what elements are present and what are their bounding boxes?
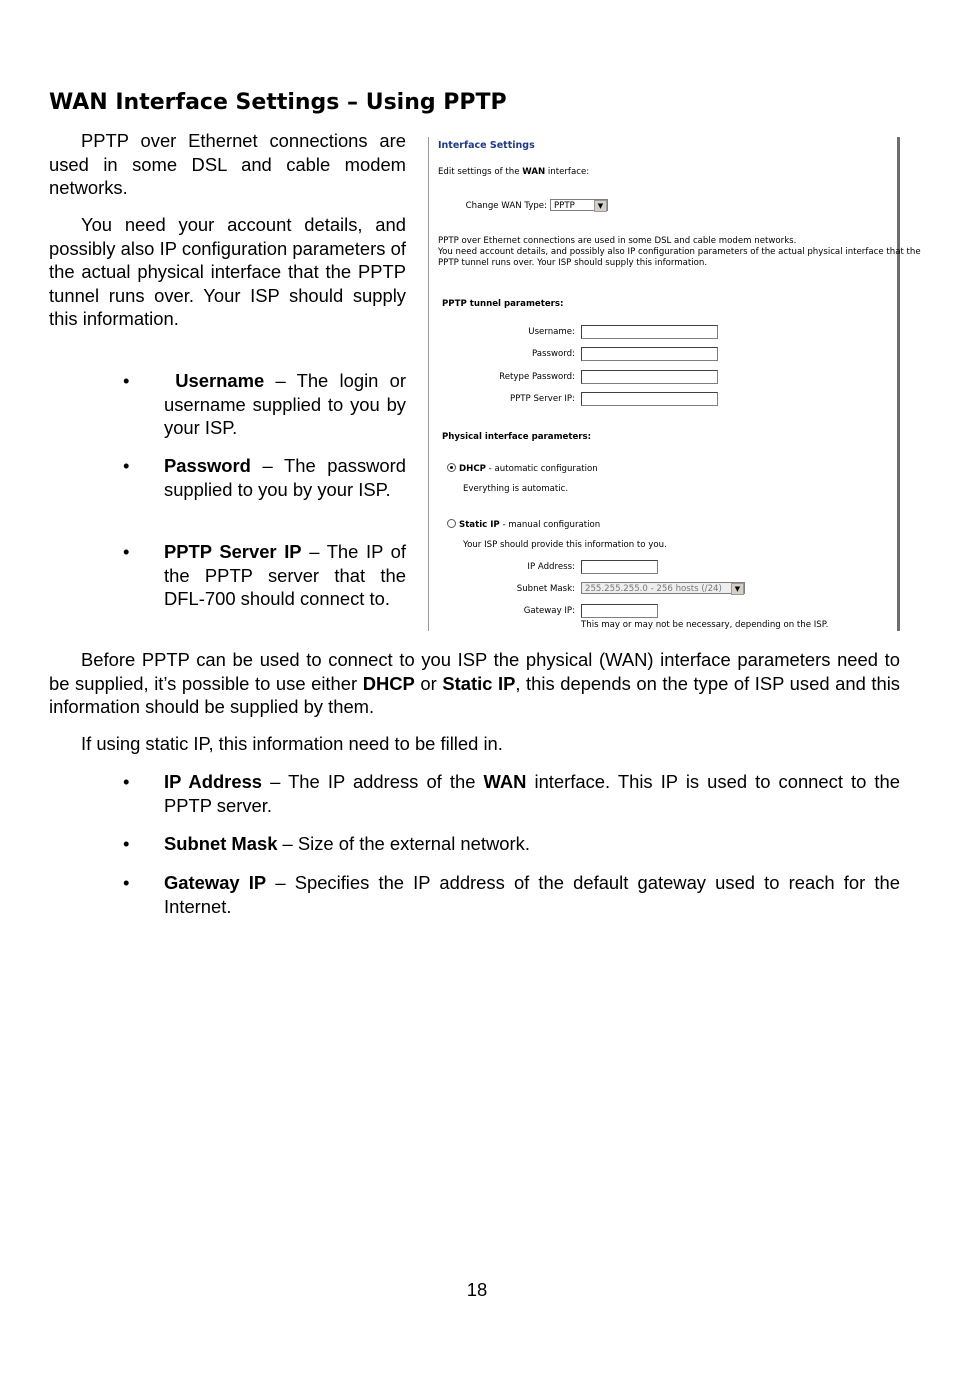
static-ip-radio[interactable] [447, 519, 456, 528]
ip-address-input[interactable] [581, 560, 658, 574]
dhcp-label: DHCP - automatic configuration [459, 464, 598, 474]
subnet-mask-label: Subnet Mask: [516, 584, 575, 594]
password-label: Password: [531, 349, 575, 359]
change-wan-type-label: Change WAN Type: [465, 201, 547, 211]
bullet-ip-address: • IP Address – The IP address of the WAN interface. This IP is used to connect to the PPTP server. [123, 771, 900, 816]
page-heading: WAN Interface Settings – Using PPTP [49, 90, 507, 115]
physical-params-heading: Physical interface parameters: [442, 432, 592, 442]
static-ip-label: Static IP - manual configuration [459, 520, 601, 530]
interface-settings-screenshot [428, 137, 921, 631]
pptp-server-input[interactable] [581, 392, 718, 406]
chevron-down-icon: ▼ [594, 200, 607, 212]
gateway-note: This may or may not be necessary, depending on the ISP. [581, 620, 829, 630]
bullet-dot: • [123, 771, 130, 792]
retype-password-label: Retype Password: [499, 372, 575, 382]
bullet-dot: • [123, 455, 130, 476]
bullet-term: PPTP Server IP [164, 541, 302, 562]
wan-type-select[interactable]: PPTP ▼ [550, 199, 608, 211]
description-line-1: PPTP over Ethernet connections are used in some DSL and cable modem networks. [438, 236, 797, 246]
bullet-term: Username [175, 370, 265, 391]
password-input[interactable] [581, 347, 718, 361]
settings-title: Interface Settings [438, 140, 535, 151]
retype-password-input[interactable] [581, 370, 718, 384]
bullet-desc: – The password supplied to you by your ISP. [164, 455, 406, 500]
intro-paragraph-1: PPTP over Ethernet connections are used in some DSL and cable modem networks. [49, 130, 406, 198]
bullet-desc: – The login or username supplied to you by your ISP. [164, 370, 406, 438]
bullet-subnet-mask: • Subnet Mask – Size of the external network. [123, 833, 530, 854]
gateway-ip-label: Gateway IP: [523, 606, 575, 616]
static-ip-note: Your ISP should provide this information to you. [463, 540, 667, 550]
bullet-desc: – The IP of the PPTP server that the DFL-700 should connect to. [164, 541, 407, 609]
bullet-term: Password [164, 455, 251, 476]
subnet-mask-select[interactable]: 255.255.255.0 - 256 hosts (/24) ▼ [581, 582, 745, 594]
bullet-pptp-server [123, 540, 407, 611]
chevron-down-icon: ▼ [731, 583, 744, 595]
username-input[interactable] [581, 325, 718, 339]
tunnel-params-heading: PPTP tunnel parameters: [442, 299, 564, 309]
before-paragraph: Before PPTP can be used to connect to you ISP the physical (WAN) interface parameters need to be supplied, it’s possible to use either DHCP or Static IP, this depends on the type of ISP used and this information should be supplied by them. [49, 649, 900, 717]
username-label: Username: [528, 327, 575, 337]
pptp-server-label: PPTP Server IP: [509, 394, 575, 404]
intro-paragraph-2: You need your account details, and possibly also IP configuration parameters of the actual physical interface that the PPTP tunnel runs over. Your ISP should supply this information. [49, 214, 406, 329]
edit-settings-text: Edit settings of the WAN interface: [438, 167, 590, 177]
gateway-ip-input[interactable] [581, 604, 658, 618]
bullet-password [123, 454, 406, 501]
panel-border [897, 137, 900, 631]
bullet-gateway-ip: • Gateway IP – Specifies the IP address of the default gateway used to reach for the Internet. [123, 872, 900, 917]
bullet-dot: • [123, 370, 130, 391]
dhcp-note: Everything is automatic. [463, 484, 569, 494]
dhcp-radio[interactable] [447, 463, 456, 472]
bullet-dot: • [123, 541, 130, 562]
bullet-dot: • [123, 833, 130, 854]
description-line-2: You need account details, and possibly also IP configuration parameters of the actual physical interface that the [438, 247, 921, 257]
ip-address-label: IP Address: [527, 562, 575, 572]
page-number: 18 [466, 1279, 488, 1300]
static-intro-paragraph: If using static IP, this information need to be filled in. [81, 733, 503, 754]
bullet-username [123, 369, 406, 440]
description-line-3: PPTP tunnel runs over. Your ISP should supply this information. [438, 258, 708, 268]
bullet-dot: • [123, 872, 130, 893]
